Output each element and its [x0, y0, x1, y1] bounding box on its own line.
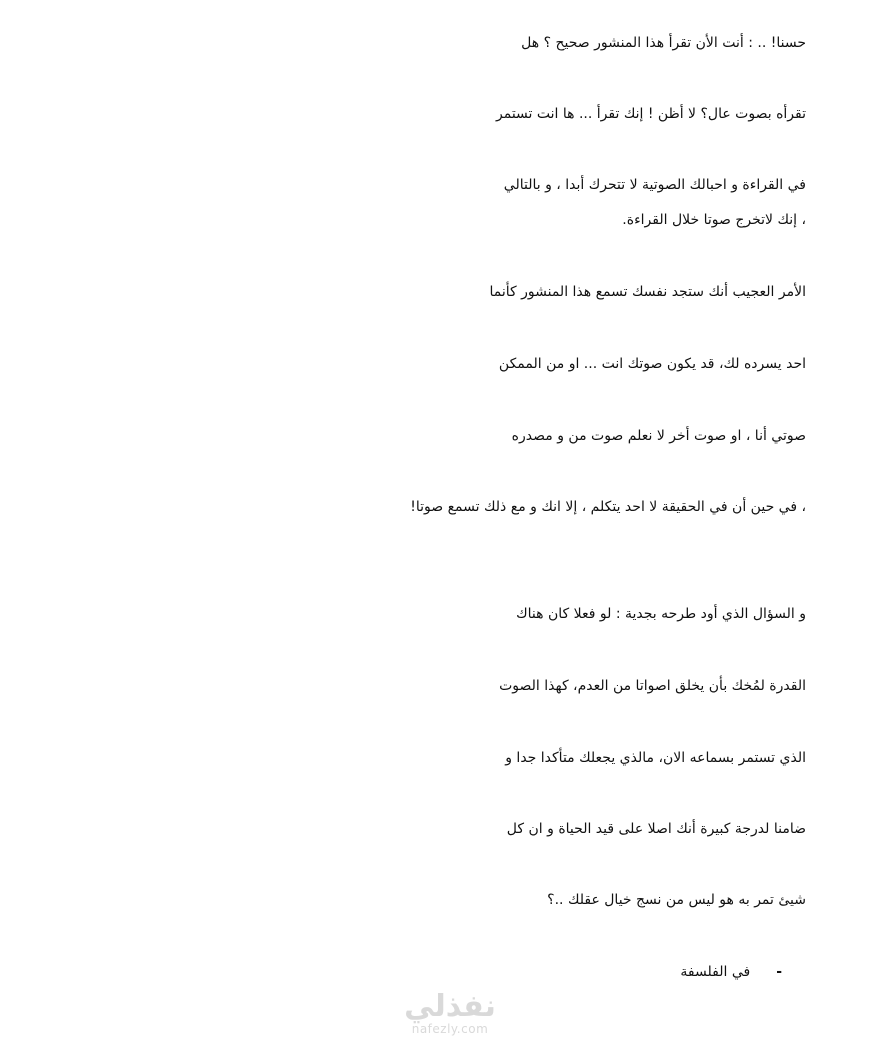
paragraph-line-9: و السؤال الذي أود طرحه بجدية : لو فعلا كان هناك [516, 606, 806, 622]
paragraph-line-2: تقرأه بصوت عال؟ لا أظن ! إنك تقرأ ... ها انت تستمر [496, 106, 806, 122]
bullet-dash: - [776, 964, 782, 980]
paragraph-line-10: القدرة لمُخك بأن يخلق اصواتا من العدم، كهذا الصوت [499, 678, 806, 694]
list-item-text: في الفلسفة [680, 964, 751, 980]
list-item [680, 962, 782, 982]
paragraph-line-8: ، في حين أن في الحقيقة لا احد يتكلم ، إلا انك و مع ذلك تسمع صوتا! [410, 499, 806, 515]
paragraph-line-12: ضامنا لدرجة كبيرة أنك اصلا على قيد الحياة و ان كل [506, 821, 806, 837]
paragraph-line-3: في القراءة و احبالك الصوتية لا تتحرك أبدا ، و بالتالي [503, 177, 806, 193]
paragraph-line-13: شيئ تمر به هو ليس من نسج خيال عقلك ..؟ [547, 892, 806, 908]
watermark-url: nafezly.com [411, 1022, 489, 1036]
watermark [394, 989, 506, 1042]
paragraph-line-5: الأمر العجيب أنك ستجد نفسك تسمع هذا المنشور كأنما [489, 284, 806, 300]
paragraph-line-6: احد يسرده لك، قد يكون صوتك انت ... او من الممكن [498, 356, 806, 372]
paragraph-line-7: صوتي أنا ، او صوت أخر لا نعلم صوت من و مصدره [511, 428, 806, 444]
paragraph-line-1: حسنا! .. : أنت الأن تقرأ هذا المنشور صحيح ؟ هل [521, 35, 806, 51]
paragraph-line-11: الذي تستمر بسماعه الان، مالذي يجعلك متأكدا جدا و [505, 750, 806, 766]
paragraph-line-4: ، إنك لاتخرج صوتا خلال القراءة. [622, 212, 806, 228]
watermark-logo: نفذلي [404, 989, 496, 1024]
